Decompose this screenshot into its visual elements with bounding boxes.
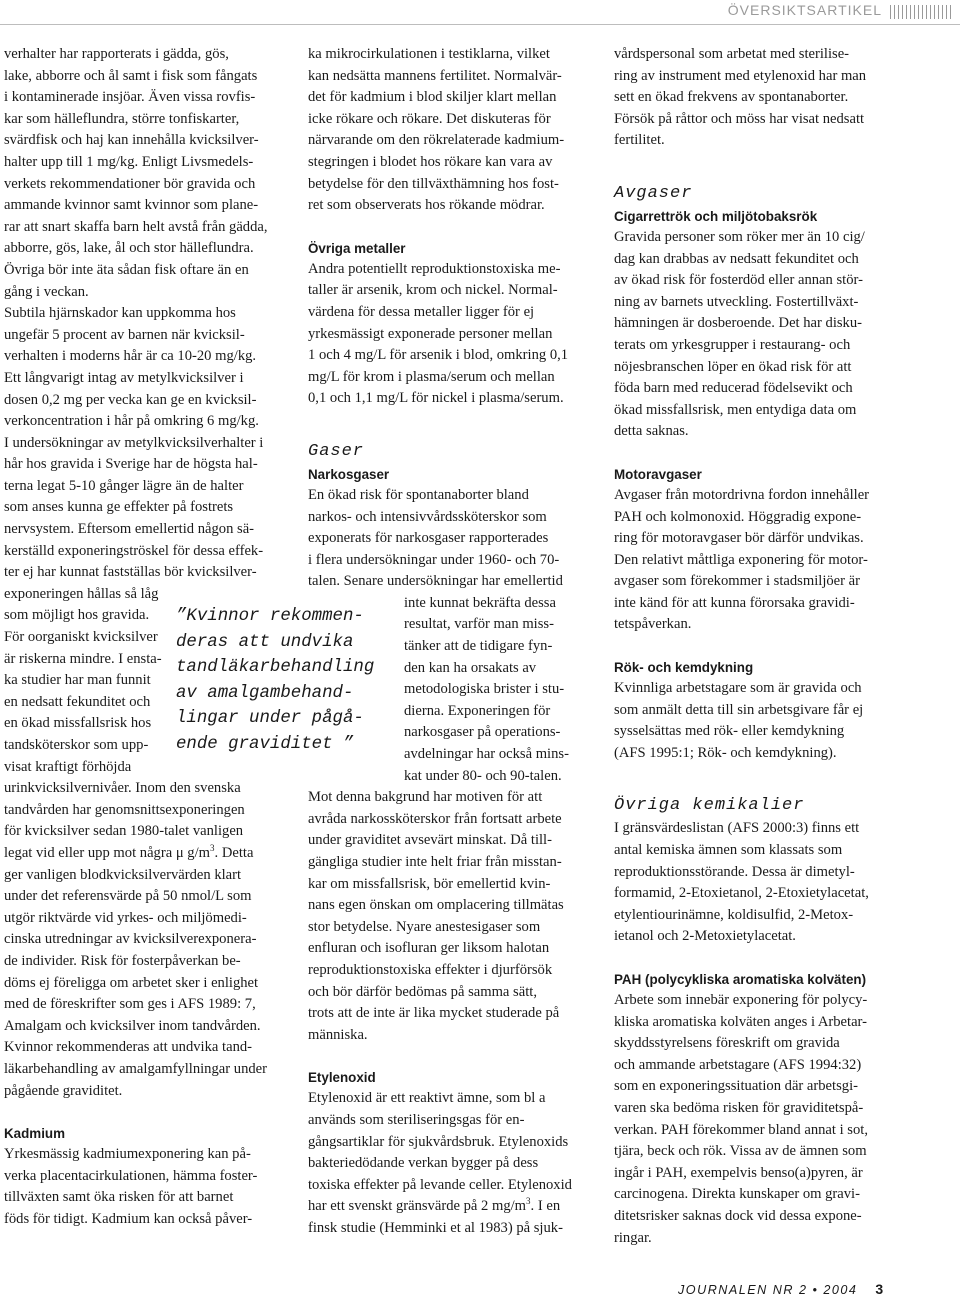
text-line: cinska utredningar av kvicksilverexponera- bbox=[4, 931, 257, 948]
paragraph-lines bbox=[4, 865, 294, 1103]
text-line: Övriga bör inte äta sådan fisk oftare än en bbox=[4, 261, 249, 278]
text-line: legat vid eller upp mot några μ $g/m^3$. Detta bbox=[4, 843, 254, 861]
text-line: under det referensvärde på 50 nmol/L som bbox=[4, 888, 252, 905]
text-line: ret som observerats hos rökande mödrar. bbox=[308, 197, 545, 214]
text-line: 1 och 4 mg/L för arsenik i blod, omkring 0,1 bbox=[308, 347, 569, 364]
text-line: reproduktionsstörande. Dessa är dimetyl- bbox=[614, 863, 855, 880]
text-line: etylentiourinämne, koldisulfid, 2-Metox- bbox=[614, 906, 854, 923]
text-line: hämningen är dosberoende. Det har disku- bbox=[614, 315, 863, 332]
section-heading-ovriga-kemikalier: Övriga kemikalier bbox=[614, 796, 805, 816]
text-line: sysselsättas med rök- eller kemdykning bbox=[614, 723, 845, 740]
paragraph bbox=[4, 44, 294, 303]
text-line: kan nedsätta mannens fertilitet. Normalvär- bbox=[308, 67, 562, 84]
paragraph bbox=[308, 259, 598, 410]
column-3 bbox=[614, 44, 904, 1249]
page-footer bbox=[678, 1281, 885, 1297]
text-line: ter ej har kunnat fastställas bör kvicksilver- bbox=[4, 564, 257, 581]
paragraph bbox=[308, 485, 598, 593]
text-line: och ammande arbetstagare (AFS 1994:32) bbox=[614, 1056, 862, 1073]
paragraph bbox=[614, 818, 904, 948]
text-line: antal kemiska ämnen som klassats som bbox=[614, 842, 843, 859]
text-line: en ökad missfallsrisk hos bbox=[4, 715, 152, 732]
heading-ovriga-metaller: Övriga metaller bbox=[308, 240, 406, 256]
text-line: dag kan drabbas av nedsatt fekunditet och bbox=[614, 250, 859, 267]
text-line: enfluran och isofluran ger liksom halotan bbox=[308, 940, 550, 957]
text-line: formamid, 2-Etoxietanol, 2-Etoxietylacetat, bbox=[614, 885, 869, 902]
text-line: har ett svenskt gränsvärde på 2 $mg/m^3$. I en bbox=[308, 1196, 561, 1215]
text-line: talen. Senare undersökningar har emellertid bbox=[308, 573, 563, 590]
text-line: visat kraftigt förhöjda bbox=[4, 758, 132, 775]
text-line: carcinogena. Direkta kunskaper om gravi- bbox=[614, 1186, 860, 1203]
text-line: metodologiska brister i stu- bbox=[404, 681, 565, 698]
text-line: inte kunnat bekräfta dessa bbox=[404, 594, 556, 611]
text-line: ungefär 5 procent av barnen när kvicksil- bbox=[4, 326, 245, 343]
text-line: tillväxten samt öka risken för att barnet bbox=[4, 1189, 234, 1206]
text-line: abborre, gös, lake, ål och stor hälleflundra. bbox=[4, 240, 254, 257]
text-line: yrkesmässigt exponerade personer mellan bbox=[308, 325, 553, 342]
text-line: skyddsstyrelsens föreskrift om gravida bbox=[614, 1035, 840, 1052]
text-line: ingår i PAH, exempelvis benso(a)pyren, är bbox=[614, 1164, 863, 1181]
heading-kadmium: Kadmium bbox=[4, 1126, 66, 1142]
paragraph bbox=[614, 990, 904, 1249]
heading-narkosgaser: Narkosgaser bbox=[308, 466, 390, 482]
text-line: kat under 80- och 90-talen. bbox=[404, 767, 562, 784]
text-line: kliska aromatiska kolväten anges i Arbetar- bbox=[614, 1013, 867, 1030]
barcode-decoration bbox=[890, 5, 954, 19]
paragraph bbox=[308, 787, 598, 1046]
heading-rok-kemdykning: Rök- och kemdykning bbox=[614, 660, 754, 676]
text-line: exponerats för narkosgaser rapporterades bbox=[308, 530, 549, 547]
text-line: ende graviditet ” bbox=[176, 734, 354, 754]
text-line: pågående graviditet. bbox=[4, 1082, 123, 1099]
text-line: Mot denna bakgrund har motiven för att bbox=[308, 789, 543, 806]
header-rule bbox=[0, 24, 960, 25]
text-line: rar att snart skaffa barn helt avstå från gädda, bbox=[4, 218, 268, 235]
text-line: närvarande om den rökrelaterade kadmium- bbox=[308, 132, 565, 149]
text-line: tandvården har genomsnittsexponeringen bbox=[4, 801, 245, 818]
text-line: ”Kvinnor rekommen- bbox=[176, 607, 364, 626]
text-line: sett en ökad frekvens av spontanaborter. bbox=[614, 89, 849, 106]
text-line: verhalter har rapporterats i gädda, gös, bbox=[4, 46, 229, 62]
text-line: avråda narkossköterskor från fortsatt arbete bbox=[308, 810, 562, 827]
text-line: ger vanligen blodkvicksilvervärden klart bbox=[4, 866, 242, 883]
text-line: människa. bbox=[308, 1026, 368, 1043]
text-line: exponeringen hållas så låg bbox=[4, 585, 159, 602]
paragraph bbox=[614, 227, 904, 443]
text-line: ka mikrocirkulationen i testiklarna, vilket bbox=[308, 46, 550, 62]
text-line: I gränsvärdeslistan (AFS 2000:3) finns ett bbox=[614, 820, 860, 837]
text-line: taller är arsenik, krom och nickel. Normal- bbox=[308, 282, 558, 299]
text-line: Den relativt måttliga exponering för motor- bbox=[614, 551, 868, 568]
section-heading-avgaser: Avgaser bbox=[614, 183, 693, 203]
text-line: resultat, varför man miss- bbox=[404, 616, 554, 633]
text-line: det för kadmium i blod skiljer klart mellan bbox=[308, 89, 557, 106]
text-line: är riskerna mindre. I ensta- bbox=[4, 650, 162, 667]
paragraph bbox=[614, 44, 904, 152]
text-line: som en exponeringssituation där arbetsgi- bbox=[614, 1078, 858, 1095]
text-line: som möjligt hos gravida. bbox=[4, 607, 150, 624]
text-line: ka studier har man funnit bbox=[4, 672, 151, 689]
journal-name: JOURNALEN NR 2 • 2004 bbox=[678, 1283, 858, 1297]
text-line: nervsystem. Eftersom emellertid någon sä- bbox=[4, 521, 255, 538]
text-line: tetspåverkan. bbox=[614, 616, 692, 633]
page-header bbox=[0, 0, 960, 26]
text-line: för kvicksilver sedan 1980-talet vanligen bbox=[4, 823, 244, 840]
text-line: fertilitet. bbox=[614, 132, 665, 149]
paragraph bbox=[614, 678, 904, 764]
text-line: Subtila hjärnskador kan uppkomma hos bbox=[4, 305, 236, 322]
text-line: gång i veckan. bbox=[4, 283, 89, 300]
text-line: halter upp till 1 mg/kg. Enligt Livsmedels- bbox=[4, 153, 254, 170]
text-line: ning av barnets utveckling. Fostertillväxt- bbox=[614, 293, 859, 310]
text-line: verka placentacirkulationen, hämma foster- bbox=[4, 1167, 258, 1184]
text-line: Yrkesmässig kadmiumexponering kan på- bbox=[4, 1146, 251, 1163]
text-line: betydelse för den tillväxthämning hos fost- bbox=[308, 175, 559, 192]
text-line: av ökad risk för fosterdöd eller annan stör- bbox=[614, 272, 863, 289]
paragraph bbox=[308, 44, 598, 217]
text-line: verkan. PAH förekommer bland annat i sot, bbox=[614, 1121, 868, 1138]
text-line: en nedsatt fekunditet och bbox=[4, 693, 151, 710]
text-line: ringar. bbox=[614, 1229, 652, 1246]
text-line: deras att undvika bbox=[176, 632, 354, 652]
text-line: ring för motoravgaser bör därför undvikas. bbox=[614, 530, 864, 547]
text-line: utgör riktvärde vid yrkes- och miljömedi- bbox=[4, 909, 247, 926]
section-heading-gaser: Gaser bbox=[308, 441, 365, 461]
text-line: 0,1 och 1,1 mg/L för nickel i plasma/serum. bbox=[308, 390, 564, 407]
paragraph-wrapped bbox=[308, 593, 598, 787]
text-line: nöjesbranschen löper en ökad risk för att bbox=[614, 358, 852, 375]
text-line: verhalten i moderns hår är ca 10-20 mg/kg. bbox=[4, 348, 257, 365]
text-line: läkarbehandling av amalgamfyllningar under bbox=[4, 1060, 267, 1077]
text-line: I undersökningar av metylkvicksilverhalter i bbox=[4, 434, 264, 451]
text-line: i kontaminerade insjöar. Även vissa rovfis- bbox=[4, 89, 256, 106]
paragraph-lines bbox=[4, 303, 294, 843]
text-line: värdena för dessa metaller ligger för ej bbox=[308, 303, 535, 320]
text-line: av amalgambehand- bbox=[176, 683, 354, 703]
paragraph bbox=[308, 1088, 598, 1239]
text-line: kerställd exponeringströskel för dessa effek- bbox=[4, 542, 264, 559]
text-line: gängliga studier inte helt friar från misstan- bbox=[308, 854, 562, 870]
text-line: i flera undersökningar under 1960- och 70- bbox=[308, 551, 560, 568]
paragraph bbox=[4, 1144, 294, 1230]
text-line: som anses kunna ge effekter på fostrets bbox=[4, 499, 234, 516]
text-line: varen ska bedöma risken för graviditetspå- bbox=[614, 1099, 864, 1116]
text-line: nans egen önskan om omplacering tillmätas bbox=[308, 897, 564, 914]
text-line: tandläkarbehandling bbox=[176, 658, 375, 678]
heading-etylenoxid: Etylenoxid bbox=[308, 1070, 376, 1086]
text-line: som anmält detta till sin arbetsgivare får ej bbox=[614, 701, 864, 718]
text-line: stor betydelse. Nyare anestesigaser som bbox=[308, 918, 541, 935]
text-line: urinkvicksilvernivåer. Inom den svenska bbox=[4, 780, 241, 797]
text-line: ökad missfallsrisk, men entydiga data om bbox=[614, 401, 857, 418]
text-line: de individer. Risk för fosterpåverkan be- bbox=[4, 952, 241, 969]
text-line: ietanol och 2-Metoxietylacetat. bbox=[614, 928, 796, 945]
text-line: stegringen i blodet hos rökare kan vara av bbox=[308, 153, 553, 170]
text-line: ammande kvinnor samt kvinnor som plane- bbox=[4, 197, 259, 214]
text-line: dosen 0,2 mg per vecka kan ge en kvicksil- bbox=[4, 391, 257, 408]
paragraph-lines bbox=[308, 1218, 598, 1240]
text-line: kar som hälleflundra, större tonfiskarter, bbox=[4, 110, 240, 127]
text-line: Arbete som innebär exponering för polycy- bbox=[614, 992, 868, 1008]
text-line: Amalgam och kvicksilver inom tandvården. bbox=[4, 1017, 261, 1034]
text-line: icke rökare och rökare. Det diskuteras för bbox=[308, 110, 551, 127]
text-line: ditetsrisker saknas dock vid dessa expone- bbox=[614, 1207, 862, 1224]
text-line: Andra potentiellt reproduktionstoxiska me- bbox=[308, 260, 561, 277]
text-line: En ökad risk för spontanaborter bland bbox=[308, 486, 529, 503]
text-line: finsk studie (Hemminki et al 1983) på sjuk- bbox=[308, 1219, 563, 1236]
text-line: terats om yrkesgrupper i restaurang- och bbox=[614, 336, 851, 353]
text-line: vårdspersonal som arbetat med sterilise- bbox=[614, 46, 850, 62]
heading-cigarettrok: Cigarrettrök och miljötobaksrök bbox=[614, 208, 818, 224]
paragraph bbox=[614, 485, 904, 636]
text-line: mg/L för krom i plasma/serum och mellan bbox=[308, 368, 555, 385]
text-line: gångsartiklar för sjukvårdsbruk. Etylenoxids bbox=[308, 1133, 569, 1150]
text-line: dierna. Exponeringen för bbox=[404, 702, 551, 719]
text-line: inte känd för att kunna förorsaka gravidi- bbox=[614, 594, 855, 611]
text-line: För oorganiskt kvicksilver bbox=[4, 629, 158, 646]
text-line: reproduktionstoxiska effekter i djurförsök bbox=[308, 961, 553, 978]
text-line: Kvinnor rekommenderas att undvika tand- bbox=[4, 1039, 253, 1056]
column-2 bbox=[308, 44, 598, 1240]
text-line: kar om missfallsrisk, bör emellertid kvin- bbox=[308, 875, 551, 892]
text-line: narkos- och intensivvårdssköterskor som bbox=[308, 508, 547, 525]
text-line: under graviditet avsevärt minskat. Då till- bbox=[308, 832, 552, 849]
text-line: PAH och kolmonoxid. Höggradig expone- bbox=[614, 508, 862, 525]
text-line: (AFS 1995:1; Rök- och kemdykning). bbox=[614, 744, 837, 761]
text-line: tjära, beck och rök. Vissa av de ämnen som bbox=[614, 1143, 867, 1160]
text-line: döms ej föreligga om arbetet sker i enlighet bbox=[4, 974, 259, 991]
text-line: avdelningar har också mins- bbox=[404, 746, 569, 763]
section-label: ÖVERSIKTSARTIKEL bbox=[727, 2, 882, 18]
text-line: tänker att de tidigare fyn- bbox=[404, 638, 553, 655]
text-line: lingar under pågå- bbox=[176, 709, 364, 729]
text-line: föda barn med reducerad födelsevikt och bbox=[614, 380, 853, 397]
text-line: trots att de inte är lika mycket studerade på bbox=[308, 1005, 560, 1022]
text-line: Kvinnliga arbetstagare som är gravida och bbox=[614, 680, 862, 697]
heading-motoravgaser: Motoravgaser bbox=[614, 466, 702, 482]
text-line: och bör därför bedömas på samma sätt, bbox=[308, 983, 537, 1000]
text-line: terna legat 5-10 gånger lägre än de halter bbox=[4, 477, 244, 494]
text-line: föds för tidigt. Kadmium kan också påver- bbox=[4, 1210, 253, 1227]
text-line: bakteriedödande verkan bygger på dess bbox=[308, 1155, 539, 1172]
text-line: toxiska effekter på levande celler. Etylenoxid bbox=[308, 1176, 572, 1193]
text-line: används som steriliseringsgas för en- bbox=[308, 1111, 525, 1128]
text-line: detta saknas. bbox=[614, 423, 689, 440]
text-line: med de föreskrifter som ges i AFS 1989: 7, bbox=[4, 996, 256, 1013]
page-number: 3 bbox=[875, 1281, 885, 1297]
text-line: Försök på råttor och möss har visat nedsatt bbox=[614, 110, 865, 127]
text-line: Ett långvarigt intag av metylkvicksilver i bbox=[4, 369, 244, 386]
heading-pah: PAH (polycykliska aromatiska kolväten) bbox=[614, 972, 867, 987]
text-line: verkets rekommendationer bör gravida och bbox=[4, 175, 256, 192]
text-line: tandsköterskor som upp- bbox=[4, 737, 149, 753]
text-line: hår hos gravida i Sverige har de högsta hal- bbox=[4, 456, 258, 473]
text-line: narkosgaser på operations- bbox=[404, 724, 561, 741]
text-line: den kan ha orsakats av bbox=[404, 659, 537, 676]
text-line: avgaser som förekommer i stadsmiljöer är bbox=[614, 573, 860, 590]
text-line: ring av instrument med etylenoxid har man bbox=[614, 67, 867, 84]
text-line: lake, abborre och ål samt i fisk som fångats bbox=[4, 67, 258, 84]
text-line: svärdfisk och haj kan innehålla kvicksilver- bbox=[4, 132, 259, 149]
text-line: Gravida personer som röker mer än 10 cig/ bbox=[614, 228, 865, 245]
paragraph-lines bbox=[308, 1088, 598, 1196]
text-line: Avgaser från motordrivna fordon innehåller bbox=[614, 486, 870, 503]
text-line: verkoncentration i hår på omkring 6 mg/kg. bbox=[4, 413, 259, 430]
text-line: Etylenoxid är ett reaktivt ämne, som bl a bbox=[308, 1090, 546, 1107]
